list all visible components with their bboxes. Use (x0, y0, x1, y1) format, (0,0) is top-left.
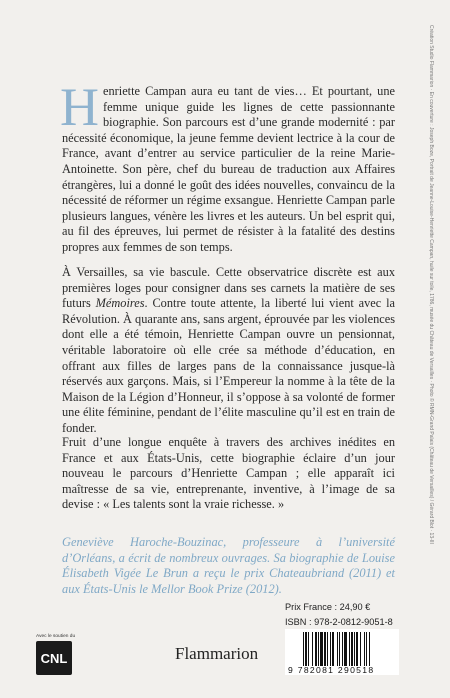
cnl-logo-icon: CNL (36, 641, 72, 675)
paragraph-1-text: enriette Campan aura eu tant de vies… Et pourtant, une femme unique guide les lignes de cette passionnante biographie. Son parcours est d’une grande modernité : par nécessité économique, la jeune femme devient lectrice à la cour de France, avant d’entrer au service particulier de la reine Marie-Antoinette. Son père, chef du bureau de traduction aux Affaires étrangères, lui a donné le goût des idées nouvelles, convaincu de la nécessité de réformer un régime exsangue. Henriette Campan parle plusieurs langues, vénère les livres et les auteurs. Un bel esprit qui, au fil des épreuves, lui permet de résister à la fatalité des destins propres aux femmes de son temps. (62, 84, 395, 254)
summary-paragraph-2 (62, 265, 395, 437)
drop-cap: H (60, 77, 99, 137)
cnl-support (36, 634, 84, 675)
cover-credits: Création Studio Flammarion · En couverture : Joseph Boze, Portrait de Jeanne-Louise-Henriette Campan, huile sur toile, 1786, musée du Château de Versailles · Photo © RMN-Grand Palais (Château de Versailles) / Gérard Blot · 13-III (428, 25, 434, 544)
isbn-label: ISBN : 978-2-0812-9051-8 (285, 617, 393, 627)
cnl-note: Avec le soutien du (36, 634, 76, 639)
price-label: Prix France : 24,90 € (285, 602, 371, 612)
paragraph-2-part2: . Contre toute attente, la liberté lui vient avec la Révolution. À quarante ans, sans argent, éprouvée par les violences dont elle a été témoin, Henriette Campan ouvre un pensionnat, véritable laboratoire où elle crée sa méthode d’éducation, en offrant aux filles de larges pans de la connaissance jusque-là réservés aux garçons. Mais, si l’Empereur la nomme à la tête de la Maison de la Légion d’Honneur, il s’oppose à sa volonté de former une élite féminine, pendant de l’élite masculine qu’il est en train de fonder. (62, 296, 395, 435)
memoires-title: Mémoires (95, 296, 145, 311)
paragraph-2-part1: À Versailles, sa vie bascule. Cette observatrice discrète est aux premières loges pour consigner dans ses carnets la matière de ses futurs (62, 265, 395, 311)
publisher-name: Flammarion (175, 644, 259, 663)
barcode-icon (303, 632, 395, 666)
summary-paragraph-3: Fruit d’une longue enquête à travers des archives inédites en France et aux États-Unis, cette biographie éclaire d’un jour nouveau le parcours d’Henriette Campan ; elle apparaît ici maîtresse de sa vie, entreprenante, inventive, à l’image de sa devise : « Les talents sont la vraie richesse. » (62, 435, 395, 512)
summary-paragraph-1 (60, 77, 395, 256)
barcode-digits: 9 782081 290518 (288, 665, 375, 675)
author-bio: Geneviève Haroche-Bouzinac, professeure à l’université d’Orléans, a écrit de nombreux ouvrages. Sa biographie de Louise Élisabeth Vigée Le Brun a reçu le prix Chateaubriand (2011) et aux États-Unis le Mellor Book Prize (2012). (62, 535, 395, 596)
